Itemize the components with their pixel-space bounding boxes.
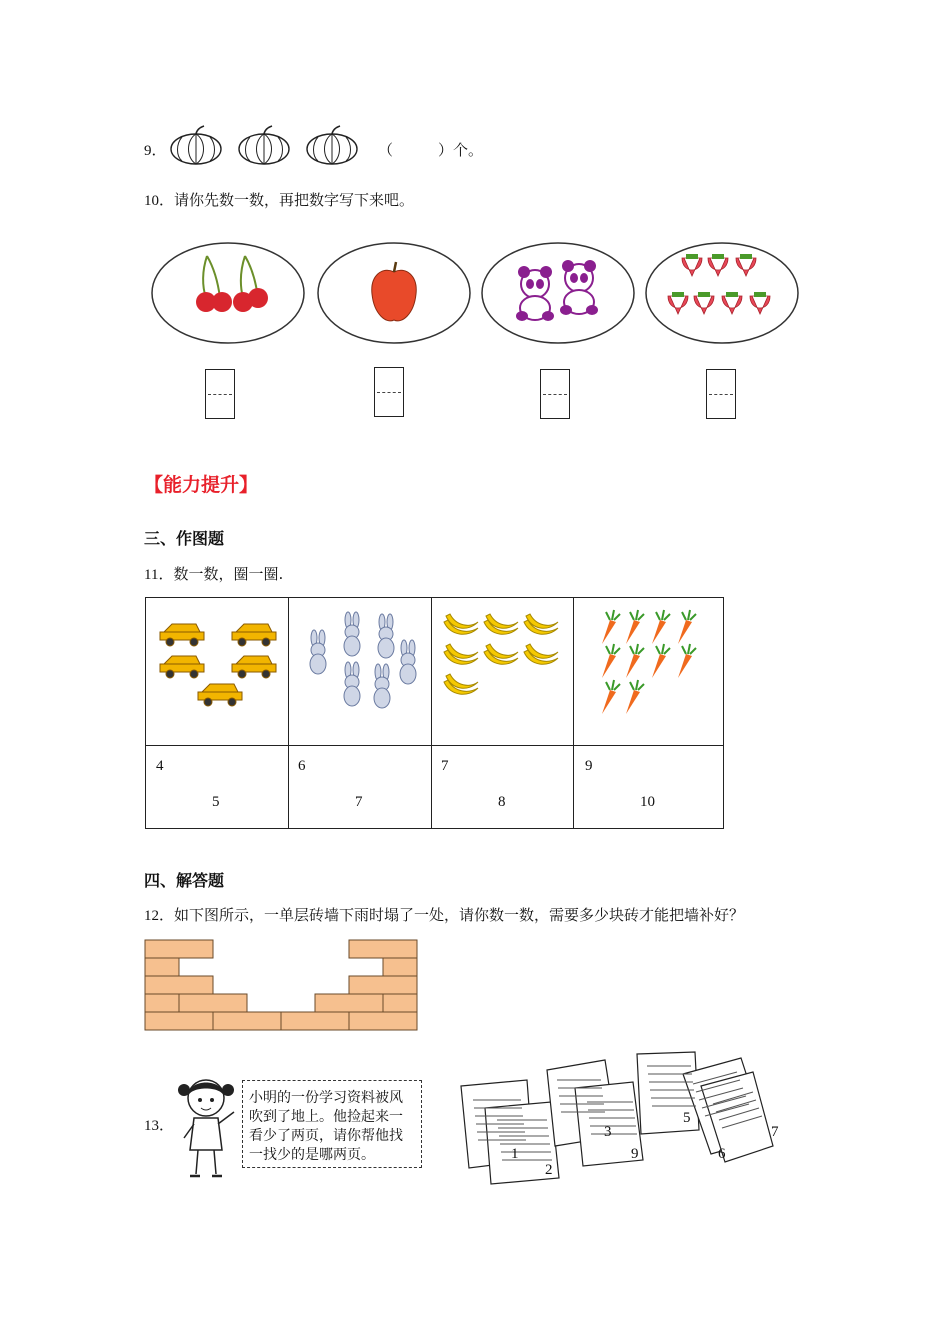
q11-prompt: 数一数，圈一圈. [173,565,284,583]
q11-col3-option-top[interactable]: 7 [441,758,449,774]
banana-icon [444,614,478,634]
q11-col1-option-bottom[interactable]: 5 [212,794,220,810]
page-number-7: 7 [771,1124,779,1140]
page-number-9: 9 [631,1146,639,1162]
carrot-icon [678,644,696,678]
car-icon [232,656,276,678]
carrot-icon [652,644,670,678]
strawberry-icon [668,296,688,314]
pumpkin-icon [171,126,221,164]
car-icon [160,624,204,646]
carrot-icon [602,644,620,678]
q9-number: 9． [144,143,167,159]
carrot-icon [626,680,644,714]
section3-title: 三、作图题 [144,529,225,548]
q11-table [145,597,724,829]
q12-prompt-row [144,904,744,927]
pumpkin-icon [239,126,289,164]
q13-number-text: 13． [144,1118,175,1134]
page-number-3: 3 [604,1124,612,1140]
rabbit-icon [374,664,390,708]
banana-icon [524,614,558,634]
rabbit-icon [378,614,394,658]
rabbit-icon [310,630,326,674]
banana-icon [444,674,478,694]
ability-heading: 【能力提升】 [144,474,259,496]
girl-illustration [176,1072,242,1182]
rabbit-icon [344,662,360,706]
carrot-icon [652,610,670,644]
cherry-icon [196,256,232,312]
rabbit-icon [344,612,360,656]
carrot-icon [602,610,620,644]
q11-col4-option-top[interactable]: 9 [585,758,593,774]
cherry-icon [233,256,268,312]
q11-col1-option-top[interactable]: 4 [156,758,164,774]
pumpkin-icon [307,126,357,164]
q10-answer-box-2[interactable] [374,367,404,417]
q10-prompt: 请你先数一数，再把数字写下来吧。 [174,191,415,209]
rabbit-icon [400,640,416,684]
car-icon [232,624,276,646]
section4-title: 四、解答题 [144,871,225,890]
q10-groups [150,236,802,348]
page-number-2: 2 [545,1162,553,1178]
q13-number [144,1114,174,1137]
strawberry-group [646,243,798,343]
carrot-icon [678,610,696,644]
page-number-5: 5 [683,1110,691,1126]
car-icon [160,656,204,678]
q11-col2-option-top[interactable]: 6 [298,758,306,774]
strawberry-icon [736,258,756,276]
q12-number: 12． [144,908,175,924]
q10-answer-box-3[interactable] [540,369,570,419]
q11-col4-option-bottom[interactable]: 10 [640,794,655,810]
strawberry-icon [722,296,742,314]
banana-icon [484,614,518,634]
cherry-group [152,243,304,343]
apple-icon [372,262,416,321]
panda-icon [516,266,554,321]
carrot-icon [602,680,620,714]
q13-speech-bubble: 小明的一份学习资料被风吹到了地上。他捡起来一看少了两页，请你帮他找一找少的是哪两页。 [242,1080,422,1168]
q9-row [144,139,167,162]
q11-col2-option-bottom[interactable]: 7 [355,794,363,810]
carrot-icon [626,644,644,678]
q13-scattered-pages [455,1050,795,1190]
page-number-6: 6 [718,1146,726,1162]
car-icon [198,684,242,706]
apple-group [318,243,470,343]
carrot-icon [626,610,644,644]
q11-number: 11． [144,567,174,583]
q11-pictures [146,598,725,745]
q9-pumpkins [168,124,368,166]
strawberry-icon [682,258,702,276]
q11-col3-option-bottom[interactable]: 8 [498,794,506,810]
strawberry-icon [694,296,714,314]
q10-prompt-row [144,189,414,212]
panda-group [482,243,634,343]
panda-icon [560,260,598,315]
banana-icon [524,644,558,664]
strawberry-icon [708,258,728,276]
banana-icon [484,644,518,664]
q10-answer-box-1[interactable] [205,369,235,419]
page-number-1: 1 [511,1146,519,1162]
strawberry-icon [750,296,770,314]
q12-prompt: 如下图所示，一单层砖墙下雨时塌了一处，请你数一数，需要多少块砖才能把墙补好？ [174,906,745,924]
q9-answer-blank[interactable]: （ ）个。 [378,141,484,159]
q12-brick-wall [144,939,419,1033]
q10-number: 10． [144,193,175,209]
banana-icon [444,644,478,664]
q10-answer-box-4[interactable] [706,369,736,419]
q11-prompt-row [144,563,283,586]
